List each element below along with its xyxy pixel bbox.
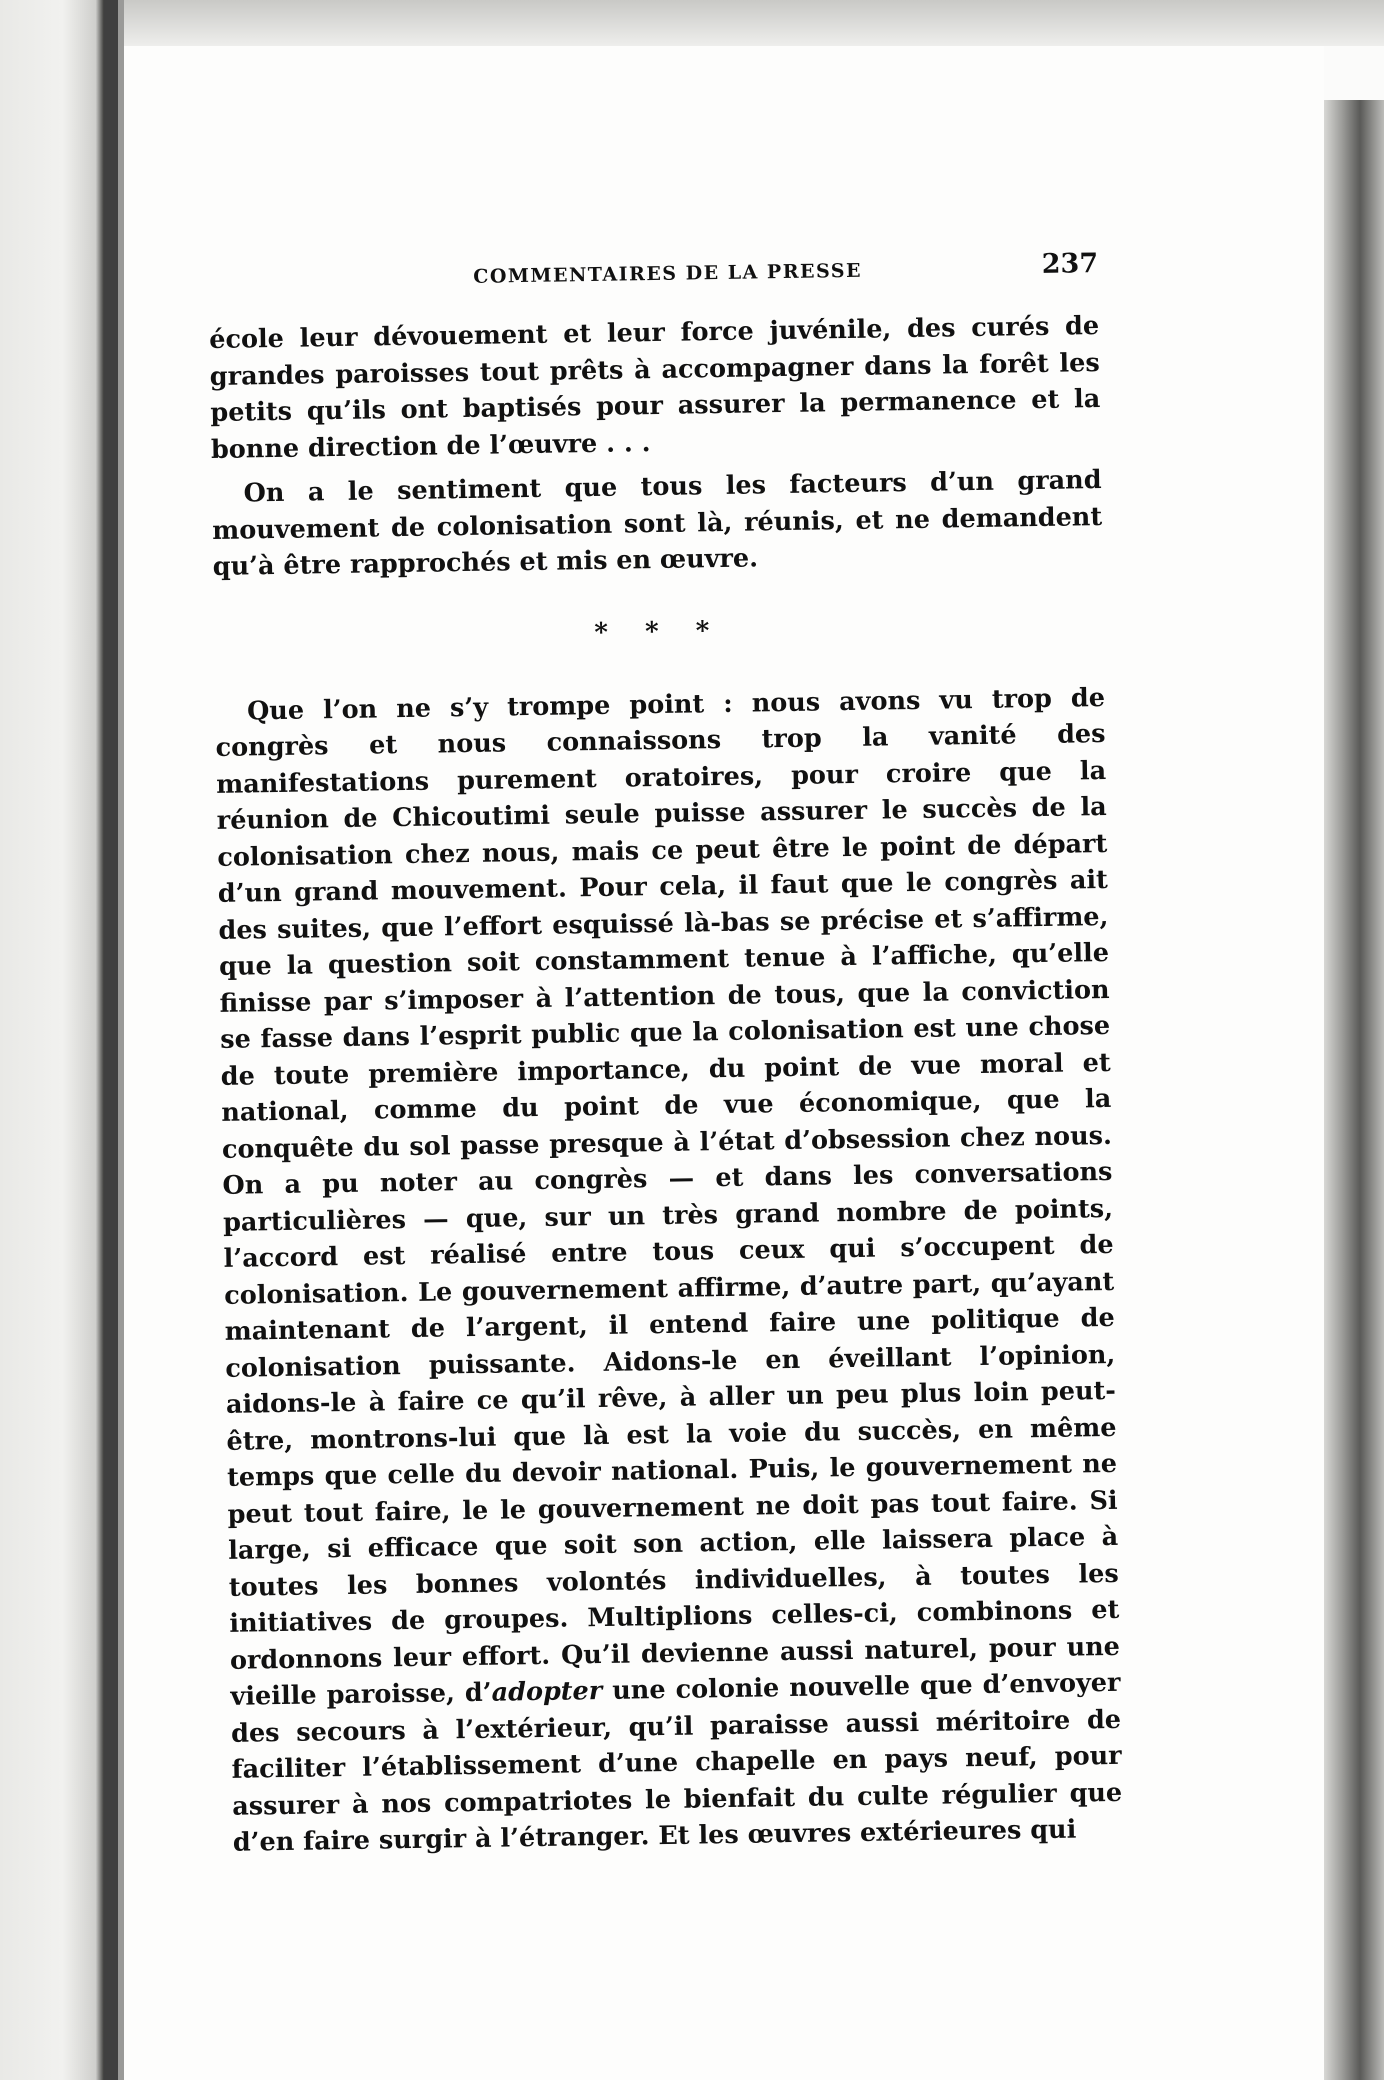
paragraph-3	[215, 679, 1123, 1861]
page-text	[208, 248, 1123, 1861]
paragraph-1: école leur dévouement et leur force juvénile, des curés de grandes paroisses tout prêts à accompagner dans la forêt les petits qu’ils ont baptisés pour assurer la permanence et la bonne direction de l’œuvre . . .	[208, 311, 1101, 465]
facing-page-edge	[0, 0, 104, 2080]
page-number: 237	[1041, 248, 1099, 280]
scan-top-margin	[0, 0, 1384, 46]
paragraph-2: On a le sentiment que tous les facteurs d’un grand mouvement de colonisation sont là, réunis, et ne demandent qu’à être rapprochés et mis en œuvre.	[211, 464, 1103, 582]
section-separator: * * *	[594, 615, 724, 648]
paragraph-3-italic-word: adopter	[491, 1675, 603, 1708]
page-stack-edge	[1324, 100, 1384, 2080]
running-head-title: COMMENTAIRES DE LA PRESSE	[473, 259, 863, 288]
paragraph-3-text-start: Que l’on ne s’y trompe point : nous avons vu trop de congrès et nous connaissons trop la vanité des manifestations purement oratoires, pour croire que la réunion de Chicoutimi seule puisse assurer le succès de la colonisation chez nous, mais ce peut être le point de départ d’un grand mouvement. Pour cela, il faut que le congrès ait des suites, que l’effort esquissé là-bas se précise et s’affirme, que la question soit constamment tenue à l’affiche, qu’elle finisse par s’imposer à l’attention de tous, que la conviction se fasse dans l’esprit public que la colonisation est une chose de toute première importance, du point de vue moral et national, comme du point de vue économique, que la conquête du sol passe presque à l’état d’obsession chez nous. On a pu noter au congrès — et dans les conversations particulières — que, sur un très grand nombre de points, l’accord est réalisé entre tous ceux qui s’occupent de colonisation. Le gouvernement affirme, d’autre part, qu’ayant maintenant de l’argent, il entend faire une politique de colonisation puissante. Aidons-le en éveillant l’opinion, aidons-le à faire ce qu’il rêve, à aller un peu plus loin peut-être, montrons-lui que là est la voie du succès, en même temps que celle du devoir national. Puis, le gouvernement ne peut tout faire, le le gouvernement ne doit pas tout faire. Si large, si efficace que soit son action, elle laissera place à toutes les bonnes volontés individuelles, à toutes les initiatives de groupes. Multiplions celles-ci, combinons et ordonnons leur effort. Qu’il devienne aussi naturel, pour une vieille paroisse, d’	[215, 682, 1121, 1712]
binding-gutter	[104, 0, 118, 2080]
paragraph-3-text-end: une colonie nouvelle que d’envoyer des secours à l’extérieur, qu’il paraisse aussi méritoire de faciliter l’établissement d’une chapelle en pays neuf, pour assurer à nos compatriotes le bienfait du culte régulier que d’en faire surgir à l’étranger. Et les œuvres extérieures qui	[230, 1667, 1123, 1858]
